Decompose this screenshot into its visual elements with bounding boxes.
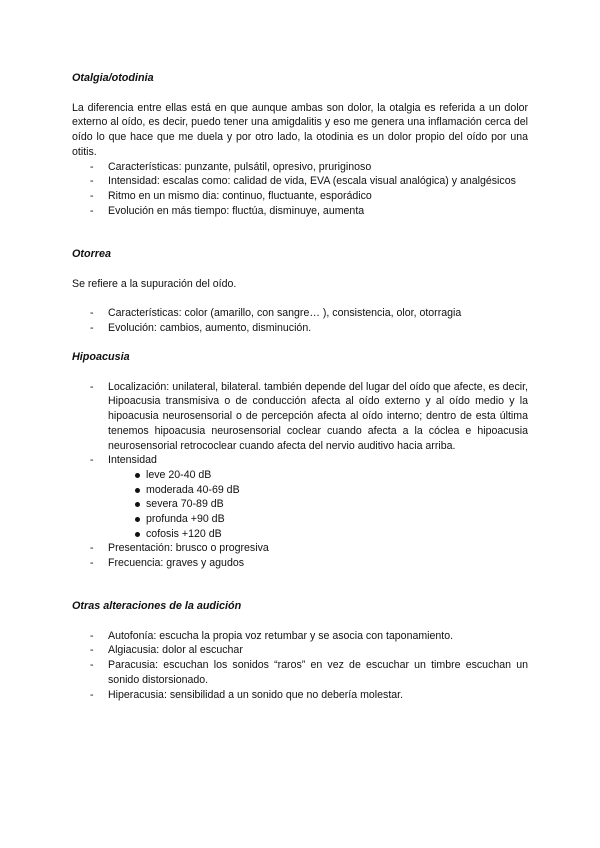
section-otalgia: [72, 71, 528, 218]
section-otorrea: [72, 247, 528, 336]
list-item: - Frecuencia: graves y agudos: [72, 556, 528, 571]
section-otras-alteraciones: [72, 599, 528, 702]
dash-list: [72, 306, 528, 335]
section-heading: Otorrea: [72, 248, 112, 260]
section-heading: Otras alteraciones de la audición: [72, 600, 242, 612]
section-heading: Hipoacusia: [72, 351, 130, 363]
dash-list: [72, 160, 528, 219]
list-item: - Evolución: cambios, aumento, disminución.: [72, 321, 528, 336]
list-item: [72, 453, 528, 468]
list-item: - Presentación: brusco o progresiva: [72, 541, 528, 556]
section-heading: Otalgia/otodinia: [72, 72, 154, 84]
dash-list: [72, 380, 528, 468]
dash-list: [72, 541, 528, 570]
list-item: - Características: color (amarillo, con sangre… ), consistencia, olor, otorragia: [72, 306, 528, 321]
bullet-item: cofosis +120 dB: [109, 527, 528, 542]
list-item: - Intensidad: escalas como: calidad de vida, EVA (escala visual analógica) y analgésicos: [72, 174, 528, 189]
list-item: - Hiperacusia: sensibilidad a un sonido que no debería molestar.: [72, 688, 528, 703]
list-item: - Algiacusia: dolor al escuchar: [72, 643, 528, 658]
paragraph: La diferencia entre ellas está en que aunque ambas son dolor, la otalgia es referida a un dolor externo al oído, es decir, puedo tener una amigdalitis y eso me genera una inflamación cerca del oído lo que hace que me duela y por otro lado, la otodinia es un dolor propio del oído por una otitis.: [72, 101, 528, 158]
bullet-item: severa 70-89 dB: [109, 497, 528, 512]
list-item: - Autofonía: escucha la propia voz retumbar y se asocia con taponamiento.: [72, 629, 528, 644]
intensity-bullet-list: [72, 468, 528, 542]
bullet-item: profunda +90 dB: [109, 512, 528, 527]
list-item-label: Intensidad: [108, 454, 157, 467]
dash-list: [72, 629, 528, 703]
section-hipoacusia: [72, 350, 528, 571]
list-item: - Características: punzante, pulsátil, opresivo, pruriginoso: [72, 160, 528, 175]
list-item: - Localización: unilateral, bilateral. también depende del lugar del oído que afecte, es decir, Hipoacusia transmisiva o de conducción afecta al oído externo y al oído medio y la hipoacusia neurosensorial o de percepción afecta al oído interno; dentro de esta última tenemos hipoacusia neurosensorial coclear cuando afecta a la cóclea e hipoacusia neurosensorial retrococlear cuando afecta del nervio auditivo hacia arriba.: [72, 380, 528, 454]
paragraph: Se refiere a la supuración del oído.: [72, 277, 237, 290]
list-item: - Paracusia: escuchan los sonidos “raros” en vez de escuchar un timbre escuchan un sonido distorsionado.: [72, 658, 528, 687]
bullet-item: moderada 40-69 dB: [109, 483, 528, 498]
list-item: - Evolución en más tiempo: fluctúa, disminuye, aumenta: [72, 204, 528, 219]
list-item: - Ritmo en un mismo dia: continuo, fluctuante, esporádico: [72, 189, 528, 204]
bullet-item: leve 20-40 dB: [109, 468, 528, 483]
